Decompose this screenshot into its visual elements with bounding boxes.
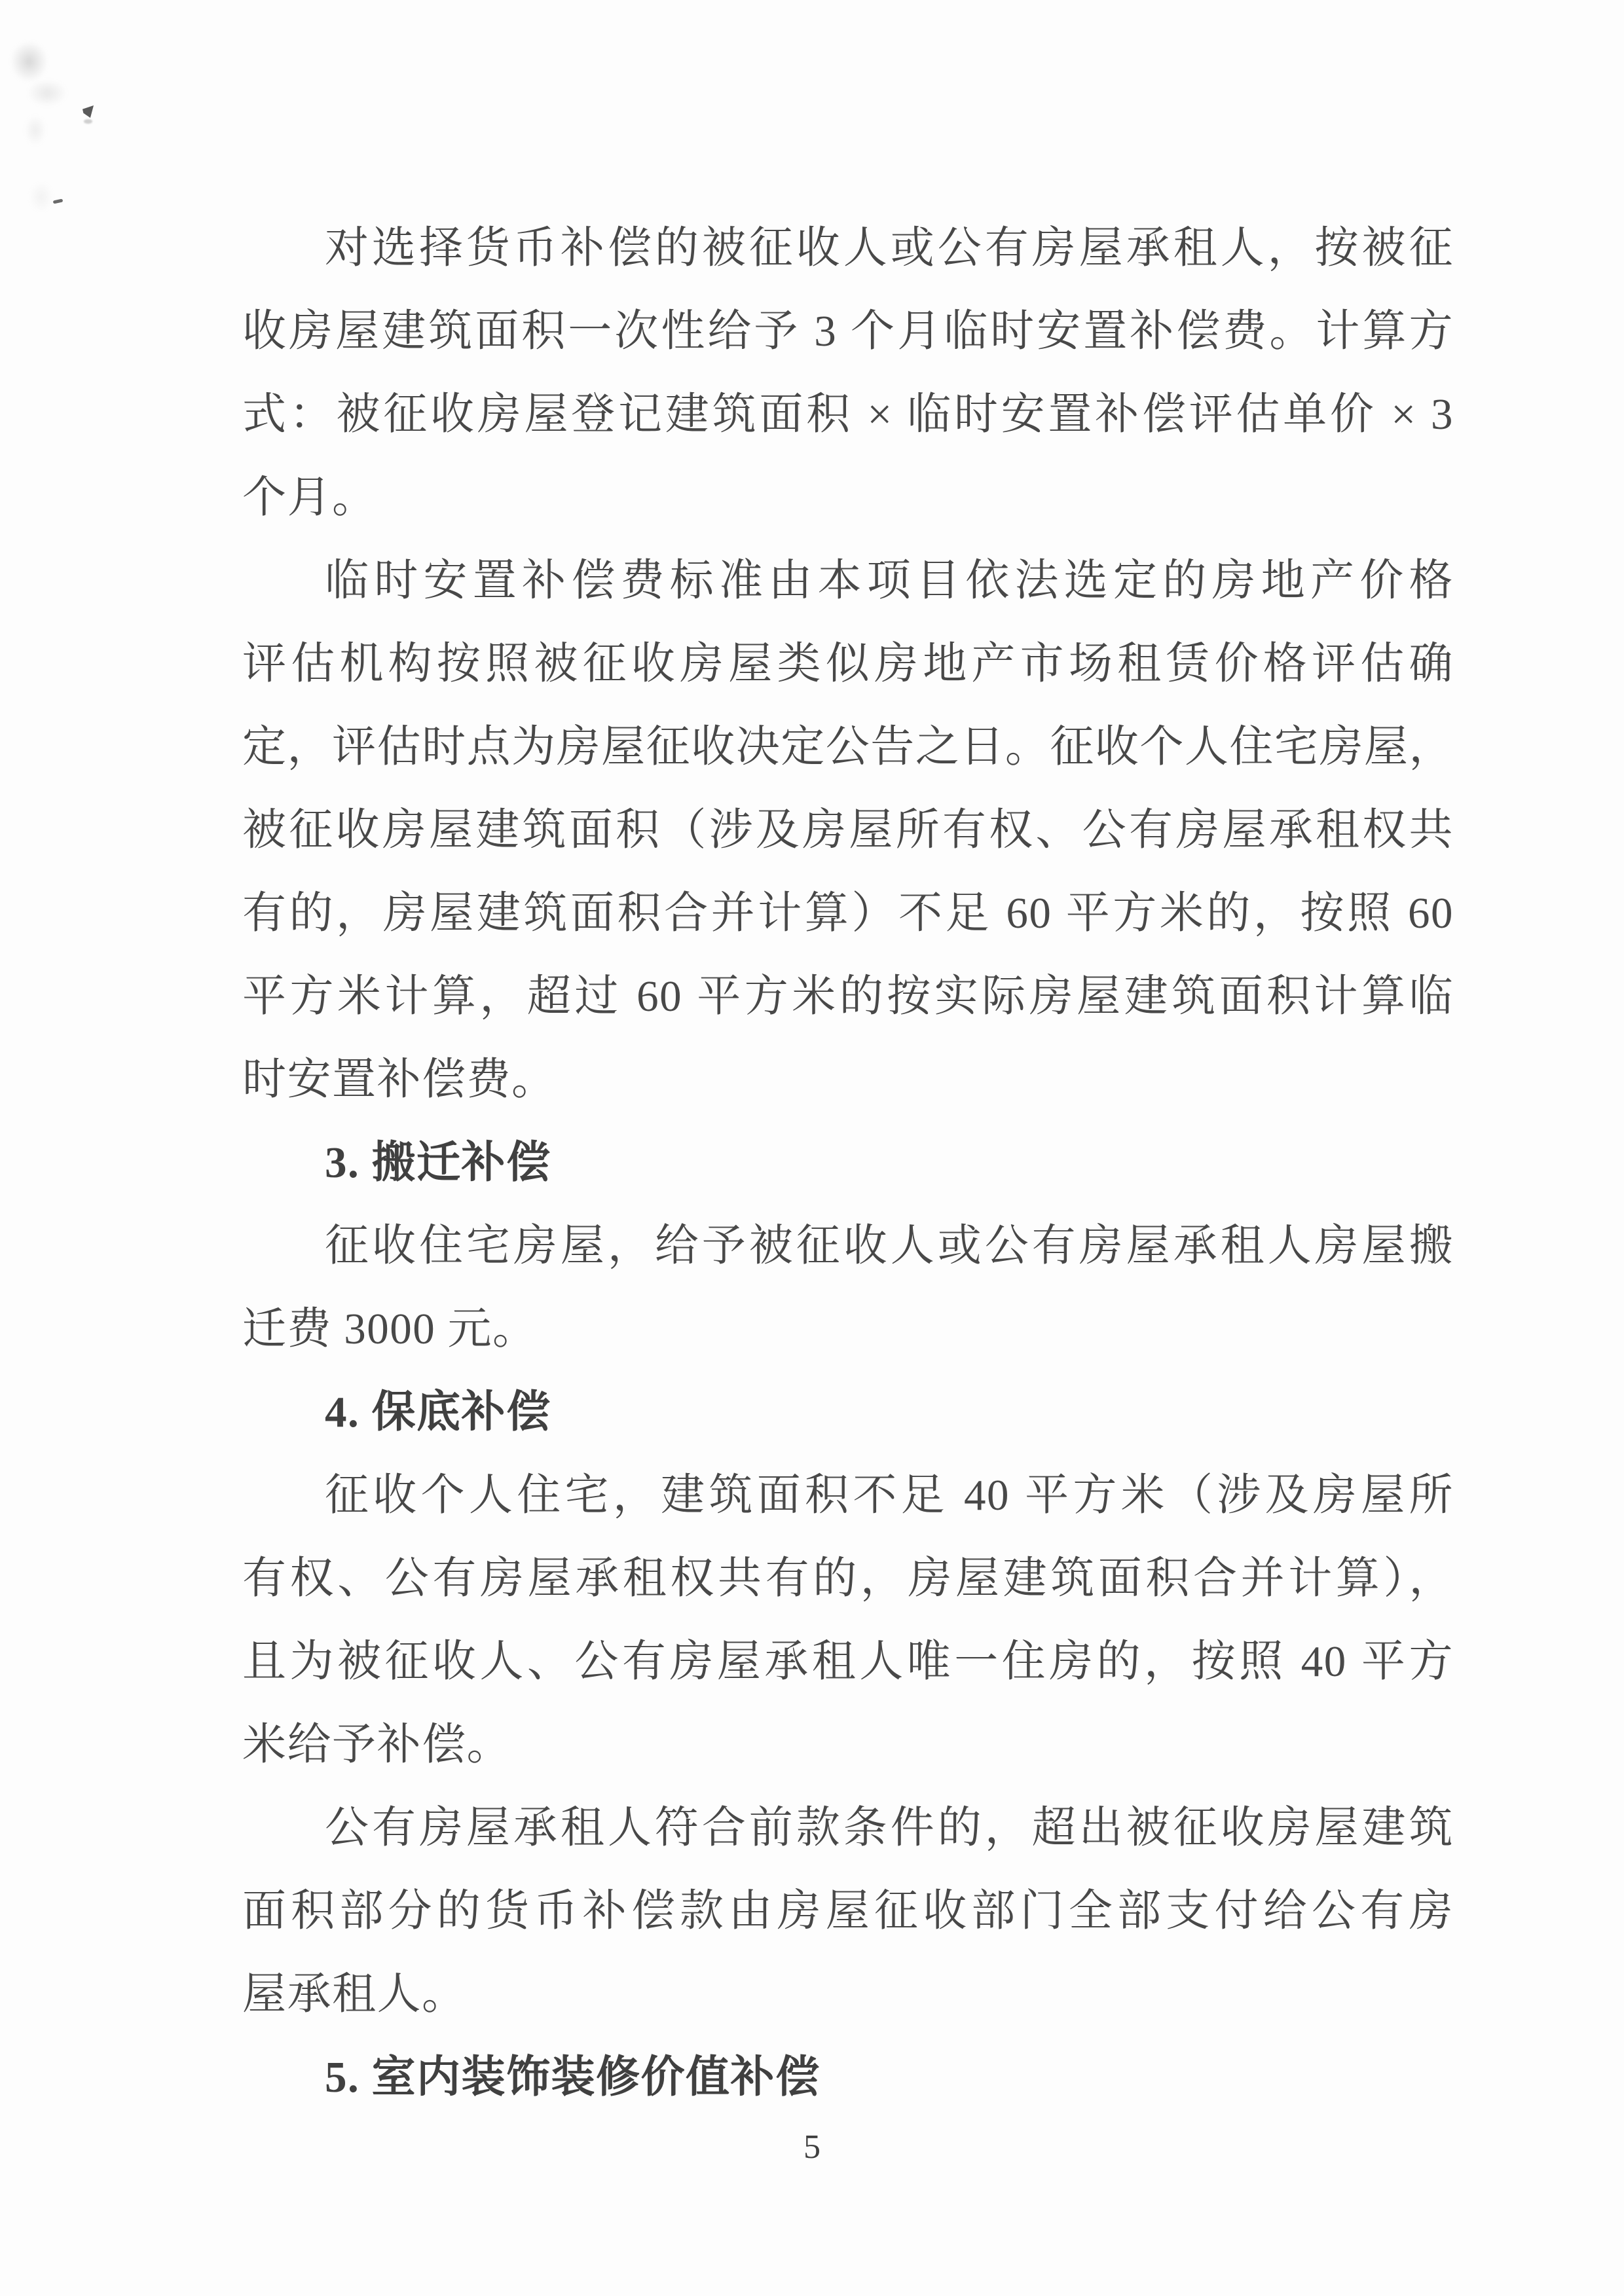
text-line: 迁费 3000 元。 [242,1305,538,1353]
text-line: 米给予补偿。 [242,1721,511,1769]
text-line: 屋承租人。 [242,1970,467,2018]
text-line: 式：被征收房屋登记建筑面积 × 临时安置补偿评估单价 × 3 [242,390,1454,439]
section-heading-interior-decoration-compensation [242,2036,1454,2119]
text-line: 时安置补偿费。 [242,1055,557,1104]
text-line: 公有房屋承租人符合前款条件的，超出被征收房屋建筑 [325,1804,1454,1852]
scan-ink-speck-shadow [84,119,92,124]
text-line: 对选择货币补偿的被征收人或公有房屋承租人，按被征 [325,224,1454,272]
section-heading-minimum-compensation [242,1371,1454,1454]
paragraph-temporary-resettlement-standard [242,539,1454,1121]
text-line: 平方米计算，超过 60 平方米的按实际房屋建筑面积计算临 [242,972,1454,1021]
text-line: 评估机构按照被征收房屋类似房地产市场租赁价格评估确 [242,640,1454,688]
text-line: 征收个人住宅，建筑面积不足 40 平方米（涉及房屋所 [325,1471,1454,1520]
text-line: 有的，房屋建筑面积合并计算）不足 60 平方米的，按照 60 [242,889,1454,938]
text-line: 定，评估时点为房屋征收决定公告之日。征收个人住宅房屋， [242,723,1454,771]
text-line: 且为被征收人、公有房屋承租人唯一住房的，按照 40 平方 [242,1637,1454,1686]
text-line: 个月。 [242,473,377,522]
paragraph-minimum-compensation-rule [242,1454,1454,1787]
text-line: 临时安置补偿费标准由本项目依法选定的房地产价格 [325,556,1454,605]
text-line: 面积部分的货币补偿款由房屋征收部门全部支付给公有房 [242,1887,1454,1935]
page-number: 5 [803,2128,821,2166]
scan-ink-speck [83,105,94,118]
section-heading: 4. 保底补偿 [325,1388,551,1436]
text-line: 被征收房屋建筑面积（涉及房屋所有权、公有房屋承租权共 [242,806,1454,854]
paragraph-temporary-resettlement-calc [242,207,1454,539]
scan-smudge-artifact [4,34,76,113]
text-block [242,207,1454,2119]
text-line: 有权、公有房屋承租权共有的，房屋建筑面积合并计算）， [242,1554,1454,1603]
text-line: 征收住宅房屋，给予被征收人或公有房屋承租人房屋搬 [325,1222,1454,1270]
section-heading: 5. 室内装饰装修价值补偿 [325,2053,821,2102]
paragraph-relocation-fee [242,1205,1454,1371]
section-heading: 3. 搬迁补偿 [325,1139,551,1187]
paragraph-public-housing-tenant-payment [242,1787,1454,2036]
text-line: 收房屋建筑面积一次性给予 3 个月临时安置补偿费。计算方 [242,307,1454,355]
section-heading-relocation-compensation [242,1121,1454,1205]
